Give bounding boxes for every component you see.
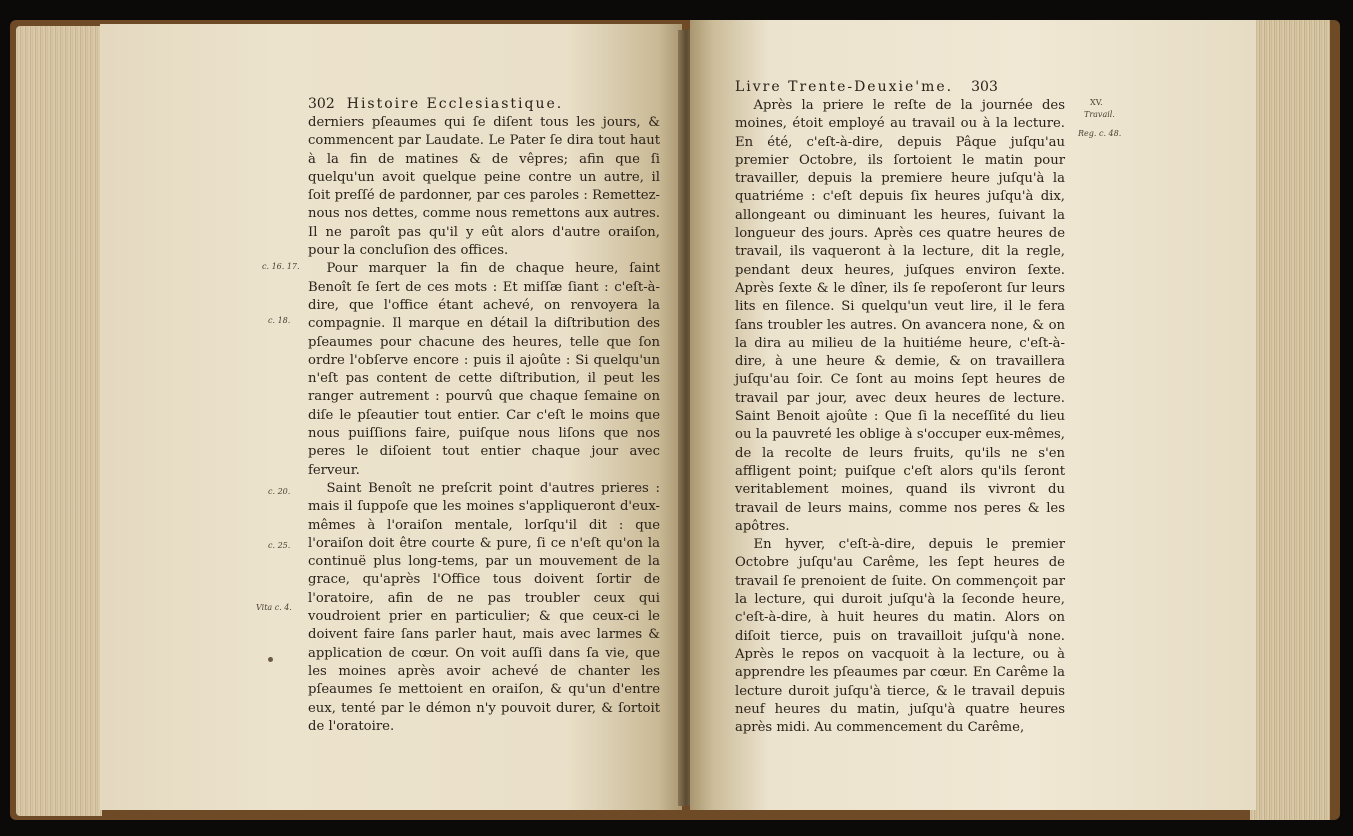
left-running-head — [308, 96, 563, 112]
left-margin-note-1: c. 16. 17. — [262, 262, 300, 271]
left-page-number: 302 — [308, 96, 335, 112]
left-margin-note-4: c. 25. — [268, 541, 291, 550]
left-margin-note-5: Vita c. 4. — [256, 603, 292, 612]
ink-spot — [268, 657, 273, 662]
right-body-text — [735, 97, 1065, 737]
right-paragraph-1: Après la priere le reſte de la journée des moines, étoit employé au travail ou à la lecture. En été, c'eſt-à-dire, depuis Pâque juſqu'au premier Octobre, ils ſortoient le matin pour travailler, depuis la premiere heure juſqu'à la quatriéme : c'eſt depuis ſix heures juſqu'à dix, allongeant ou diminuant les heures, ſuivant la longueur des jours. Après ces quatre heures de travail, ils vaqueront à la lecture, dit la regle, pendant deux heures, juſques environ ſexte. Après ſexte & le dîner, ils ſe repoſeront ſur leurs lits en ſilence. Si quelqu'un veut lire, il le fera ſans troubler les autres. On avancera none, & on la dira au milieu de la huitiéme heure, c'eſt-à-dire, à une heure & demie, & on travaillera juſqu'au ſoir. Ce ſont au moins ſept heures de travail par jour, avec deux heures de lecture. Saint Benoit ajoûte : Que ſi la neceſſité du lieu ou la pauvreté les oblige à s'occuper eux-mêmes, de la recolte de leurs fruits, qu'ils ne s'en affligent point; puiſque c'eſt alors qu'ils ſeront veritablement moines, quand ils vivront du travail de leurs mains, comme nos peres & les apôtres. — [735, 98, 1065, 534]
left-margin-note-2: c. 18. — [268, 316, 291, 325]
page-edges-right — [1250, 20, 1330, 820]
left-running-title: Histoire Ecclesiastique. — [346, 96, 564, 112]
left-paragraph-1: derniers pſeaumes qui ſe diſent tous les jours, & commencent par Laudate. Le Pater ſe dira tout haut à la fin de matines & de vêpres; afin que ſi quelqu'un avoit quelque peine contre un autre, il ſoit preſſé de pardonner, par ces paroles : Remettez-nous nos dettes, comme nous remettons aux autres. Il ne paroît pas qu'il y eût alors d'autre oraiſon, pour la concluſion des offices. — [308, 115, 660, 259]
left-paragraph-2: Pour marquer la fin de chaque heure, ſaint Benoît ſe ſert de ces mots : Et miſſæ ſiant : c'eſt-à-dire, que l'office étant achevé, on renvoyera la compagnie. Il marque en détail la diſtribution des pſeaumes pour chacune des heures, telle que ſon ordre l'obſerve encore : puis il ajoûte : Si quelqu'un n'eſt pas content de cette diſtribution, il peut les ranger autrement : pourvû que chaque ſemaine on diſe le pſeautier tout entier. Car c'eſt le moins que nous puiſſions faire, puiſque nous liſons que nos peres le diſoient tout entier chaque jour avec ferveur. — [308, 261, 660, 478]
right-margin-note-3: Reg. c. 48. — [1078, 129, 1122, 138]
right-paragraph-2: En hyver, c'eſt-à-dire, depuis le premier Octobre juſqu'au Carême, les ſept heures de travail ſe prenoient de ſuite. On commençoit par la lecture, qui duroit juſqu'à la ſeconde heure, c'eſt-à-dire, à huit heures du matin. Alors on diſoit tierce, puis on travailloit juſqu'à none. Après le repos on vacquoit à la lecture, ou à apprendre les pſeaumes par cœur. En Carême la lecture duroit juſqu'à tierce, & le travail depuis neuf heures du matin, juſqu'à quatre heures après midi. Au commencement du Carême, — [735, 537, 1065, 736]
right-margin-note-2: Travail. — [1084, 110, 1115, 119]
left-paragraph-3: Saint Benoît ne preſcrit point d'autres prieres : mais il ſuppoſe que les moines s'appliqueront d'eux-mêmes à l'oraiſon mentale, lorſqu'il dit : que l'oraiſon doit être courte & pure, ſi ce n'eſt qu'on la continuë plus long-tems, par un mouvement de la grace, qu'après l'Office tous doivent ſortir de l'oratoire, afin de ne pas troubler ceux qui voudroient prier en particulier; & que ceux-ci le doivent faire ſans parler haut, mais avec larmes & application de cœur. On voit auſſi dans ſa vie, que les moines après avoir achevé de chanter les pſeaumes ſe mettoient en oraiſon, & qu'un d'entre eux, tenté par le démon n'y pouvoit durer, & ſortoit de l'oratoire. — [308, 480, 660, 734]
page-edges-left — [16, 26, 102, 816]
right-page-number: 303 — [971, 79, 998, 95]
right-margin-note-1: XV. — [1090, 98, 1103, 107]
right-running-head — [735, 79, 998, 95]
left-margin-note-3: c. 20. — [268, 487, 291, 496]
right-running-title: Livre Trente-Deuxie'me. — [735, 79, 954, 95]
left-body-text — [308, 114, 660, 736]
